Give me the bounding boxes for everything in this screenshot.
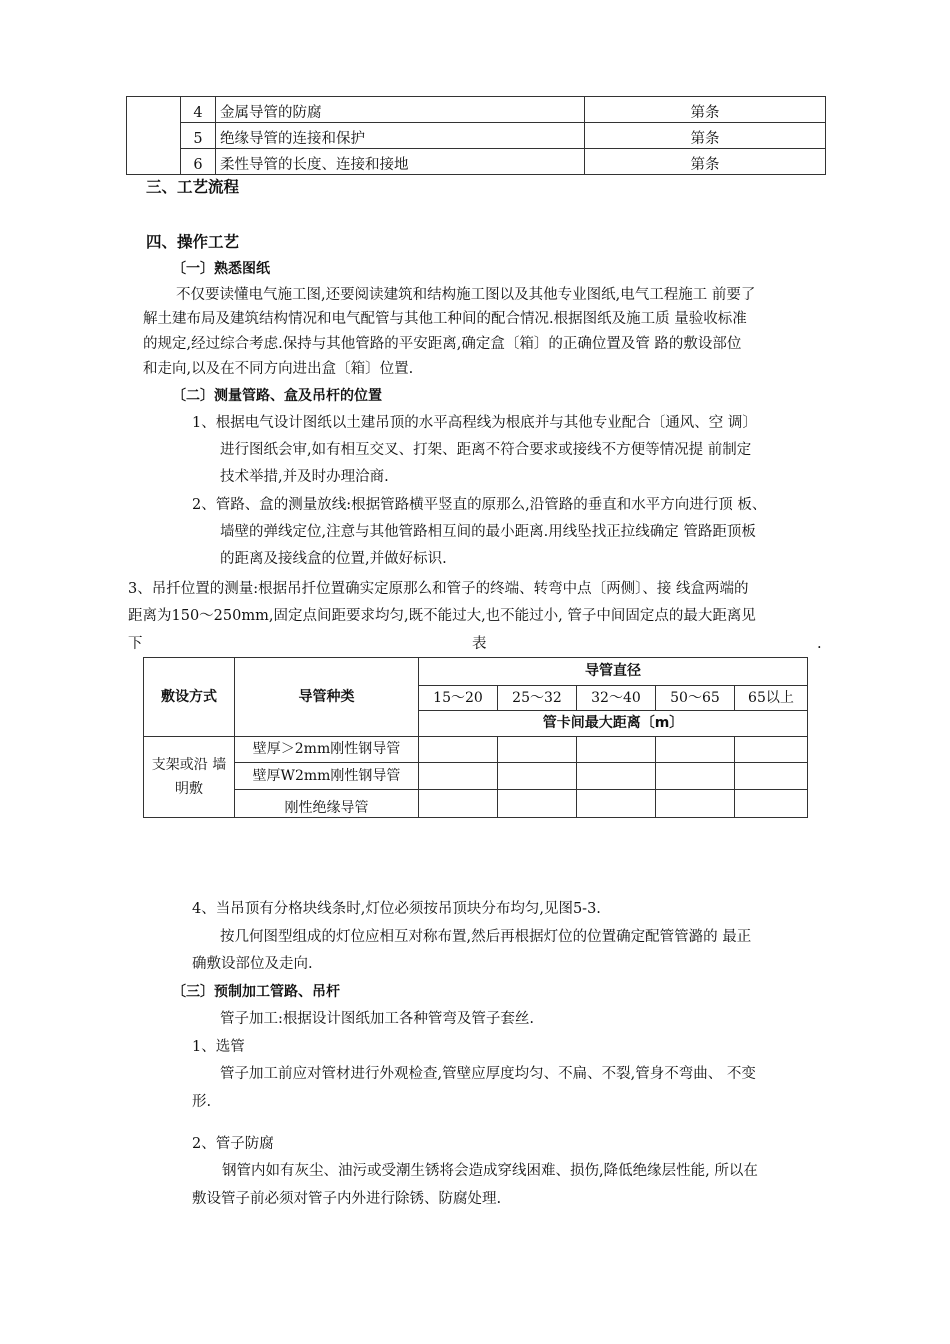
paragraph-line: 技术举措,并及时办理洽商. <box>220 469 389 485</box>
paragraph-line: 墙壁的弹线定位,注意与其他管路相互间的最小距离.用线坠找正拉线确定 管路距顶板 <box>220 524 756 540</box>
paragraph-line: 1、根据电气设计图纸以土建吊顶的水平高程线为根底并与其他专业配合〔通风、空 调〕 <box>192 415 757 431</box>
row-ref: 第条 <box>585 97 826 123</box>
col-type-header: 导管种类 <box>235 658 419 737</box>
paragraph-line: 的距离及接线盒的位置,并做好标识. <box>220 551 447 567</box>
subsection-2-title: 〔二〕测量管路、盒及吊杆的位置 <box>172 388 382 404</box>
paragraph-line: . <box>817 636 822 652</box>
paragraph-line: 下 <box>128 636 143 652</box>
paragraph-line: 不仅要读懂电气施工图,还要阅读建筑和结构施工图以及其他专业图纸,电气工程施工 前要了 <box>176 287 756 303</box>
table-row <box>127 149 826 175</box>
method-line: 支架或沿 墙 <box>151 757 227 773</box>
row-item: 柔性导管的长度、连接和接地 <box>216 149 585 175</box>
paragraph-line: 表 <box>472 636 487 652</box>
diameter-cell: 65以上 <box>734 686 807 711</box>
unit-row: 管卡间最大距离〔m〕 <box>419 711 808 737</box>
paragraph-line: 2、管路、盒的测量放线:根据管路横平竖直的原那么,沿管路的垂直和水平方向进行顶 板、 <box>192 497 767 513</box>
row-ref: 第条 <box>585 123 826 149</box>
paragraph-line: 4、当吊顶有分格块线条时,灯位必须按吊顶块分布均匀,见图5-3. <box>192 901 601 917</box>
paragraph-line: 2、管子防腐 <box>192 1136 274 1152</box>
subsection-1-title: 〔一〕熟悉图纸 <box>172 261 270 277</box>
paragraph-line: 和走向,以及在不同方向进出盒〔箱〕位置. <box>143 361 414 377</box>
type-cell: 壁厚W2mm刚性钢导管 <box>235 763 419 790</box>
section-3-title: 三、工艺流程 <box>146 178 240 196</box>
row-number: 6 <box>181 149 216 175</box>
paragraph-line: 1、选管 <box>192 1039 245 1055</box>
paragraph-line: 敷设管子前必须对管子内外进行除锈、防腐处理. <box>192 1191 502 1207</box>
paragraph-line: 进行图纸会审,如有相互交叉、打架、距离不符合要求或接线不方便等情况提 前制定 <box>220 442 752 458</box>
paragraph-line: 钢管内如有灰尘、油污或受潮生锈将会造成穿线困难、损伤,降低绝缘层性能, 所以在 <box>222 1163 758 1179</box>
table-row <box>127 97 826 123</box>
paragraph-line: 解土建布局及建筑结构情况和电气配管与其他工种间的配合情况.根据图纸及施工质 量验收标准 <box>143 311 747 327</box>
paragraph-line: 按几何图型组成的灯位应相互对称布置,然后再根据灯位的位置确定配管管潞的 最正 <box>220 929 752 945</box>
paragraph-line: 3、吊扦位置的测量:根据吊扦位置确实定原那么和管子的终端、转弯中点〔两侧〕、接 线盒两端的 <box>128 581 749 597</box>
col-diameter-header: 导管直径 <box>419 658 808 686</box>
paragraph-line: 管子加工:根据设计图纸加工各种管弯及管子套丝. <box>220 1011 534 1027</box>
type-cell: 刚性绝缘导管 <box>235 790 419 818</box>
method-line: 明敷 <box>175 781 203 797</box>
type-cell: 壁厚＞2mm刚性钢导管 <box>235 737 419 763</box>
diameter-cell: 25〜32 <box>497 686 576 711</box>
paragraph-line: 确敷设部位及走向. <box>192 956 313 972</box>
requirements-table <box>126 96 826 175</box>
table-row <box>127 123 826 149</box>
paragraph-line: 的规定,经过综合考虑.保持与其他管路的平安距离,确定盒〔箱〕的正确位置及管 路的敷设部位 <box>143 336 742 352</box>
col-method-header: 敷设方式 <box>144 658 235 737</box>
diameter-cell: 50〜65 <box>655 686 734 711</box>
section-4-title: 四、操作工艺 <box>146 233 240 251</box>
diameter-cell: 15〜20 <box>419 686 498 711</box>
method-cell <box>144 737 235 818</box>
row-number: 4 <box>181 97 216 123</box>
row-ref: 第条 <box>585 149 826 175</box>
paragraph-line: 距离为150〜250mm,固定点间距要求均匀,既不能过大,也不能过小, 管子中间固定点的最大距离见 <box>128 608 756 624</box>
blank-cell <box>127 97 181 175</box>
paragraph-line: 形. <box>192 1094 212 1110</box>
row-item: 金属导管的防腐 <box>216 97 585 123</box>
row-item: 绝缘导管的连接和保护 <box>216 123 585 149</box>
pipe-clamp-distance-table <box>143 657 808 818</box>
diameter-cell: 32〜40 <box>576 686 655 711</box>
paragraph-line: 管子加工前应对管材进行外观检查,管壁应厚度均匀、不扁、不裂,管身不弯曲、 不变 <box>220 1066 756 1082</box>
row-number: 5 <box>181 123 216 149</box>
subsection-3-title: 〔三〕预制加工管路、吊杆 <box>172 984 340 1000</box>
